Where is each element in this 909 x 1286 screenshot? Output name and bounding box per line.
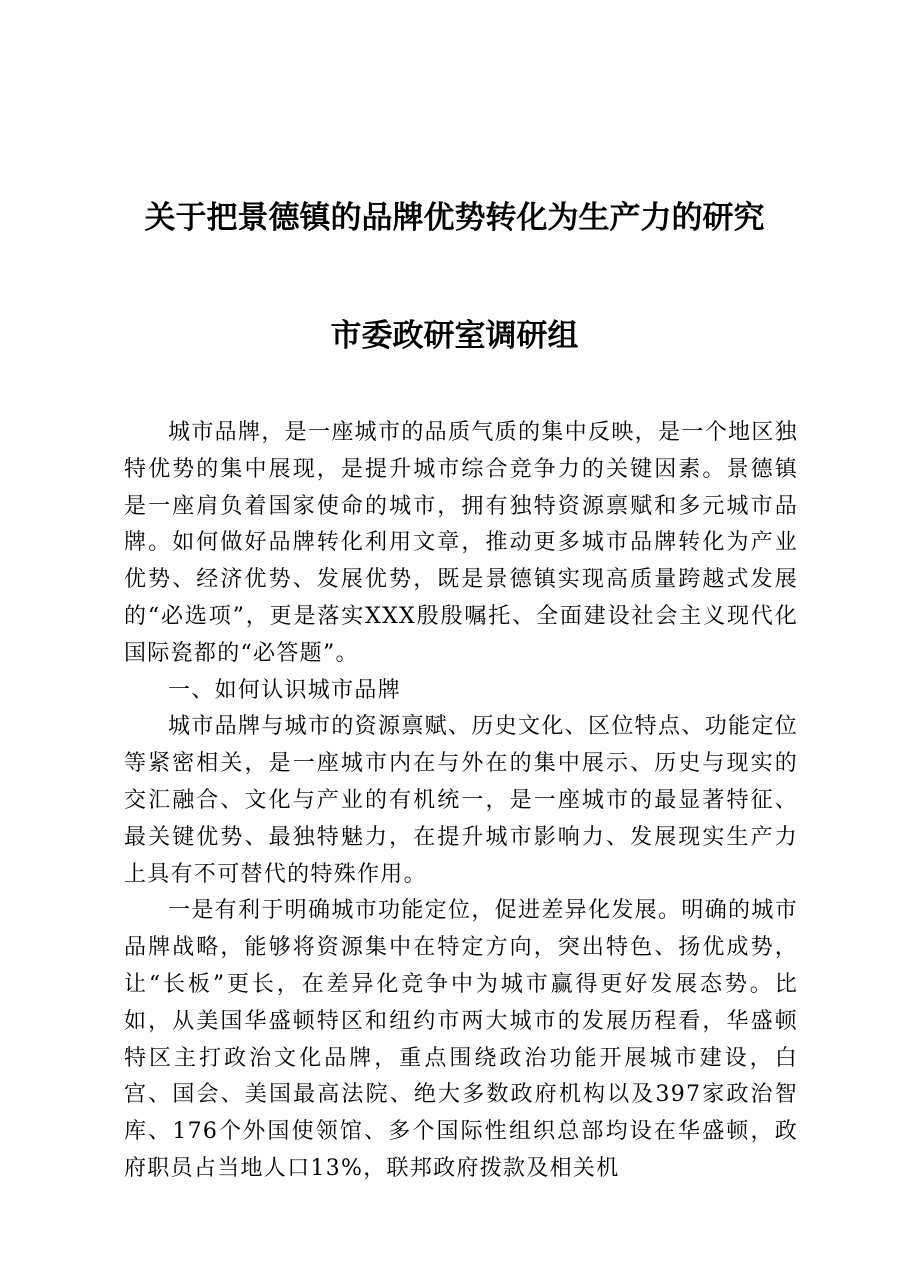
paragraph-point-1: 一是有利于明确城市功能定位，促进差异化发展。明确的城市品牌战略，能够将资源集中在特定方向，突出特色、扬优成势，让“长板”更长，在差异化竞争中为城市赢得更好发展态势。比如，从美国华盛顿特区和纽约市两大城市的发展历程看，华盛顿特区主打政治文化品牌，重点围绕政治功能开展城市建设，白宫、国会、美国最高法院、绝大多数政府机构以及397家政治智库、176个外国使领馆、多个国际性组织总部均设在华盛顿，政府职员占当地人口13%，联邦政府拨款及相关机 bbox=[124, 898, 798, 1181]
paragraph-city-brand: 城市品牌与城市的资源禀赋、历史文化、区位特点、功能定位等紧密相关，是一座城市内在与外在的集中展示、历史与现实的交汇融合、文化与产业的有机统一，是一座城市的最显著特征、最关键优势、最独特魅力，在提升城市影响力、发展现实生产力上具有不可替代的特殊作用。 bbox=[124, 714, 798, 887]
section-heading-1: 一、如何认识城市品牌 bbox=[168, 677, 402, 703]
document-body bbox=[124, 415, 798, 1188]
paragraph-intro: 城市品牌，是一座城市的品质气质的集中反映，是一个地区独特优势的集中展现，是提升城市综合竞争力的关键因素。景德镇是一座肩负着国家使命的城市，拥有独特资源禀赋和多元城市品牌。如何做好品牌转化利用文章，推动更多城市品牌转化为产业优势、经济优势、发展优势，既是景德镇实现高质量跨越式发展的“必选项”，更是落实XXX殷殷嘱托、全面建设社会主义现代化国际瓷都的“必答题”。 bbox=[124, 420, 798, 666]
document-author: 市委政研室调研组 bbox=[330, 318, 579, 354]
document-title: 关于把景德镇的品牌优势转化为生产力的研究 bbox=[144, 200, 765, 236]
